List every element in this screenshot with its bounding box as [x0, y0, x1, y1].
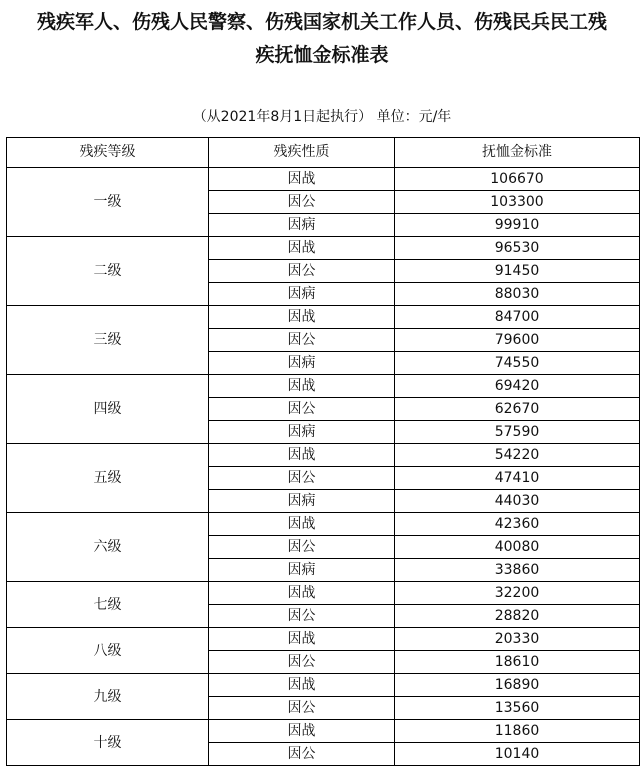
pension-amount-cell: 57590: [395, 421, 640, 444]
disability-level-cell: 六级: [7, 513, 209, 582]
disability-nature-cell: 因病: [209, 214, 395, 237]
pension-amount-cell: 44030: [395, 490, 640, 513]
disability-nature-cell: 因病: [209, 559, 395, 582]
table-body: [7, 168, 640, 766]
pension-amount-cell: 18610: [395, 651, 640, 674]
effective-date-and-unit: （从2021年8月1日起执行） 单位：元/年: [192, 109, 452, 125]
disability-nature-cell: 因公: [209, 697, 395, 720]
disability-nature-cell: 因公: [209, 743, 395, 766]
table-row: [7, 674, 640, 697]
disability-nature-cell: 因战: [209, 582, 395, 605]
table-row: [7, 237, 640, 260]
header-disability-nature: 残疾性质: [209, 138, 395, 168]
disability-nature-cell: 因公: [209, 651, 395, 674]
pension-amount-cell: 40080: [395, 536, 640, 559]
pension-amount-cell: 99910: [395, 214, 640, 237]
disability-nature-cell: 因战: [209, 306, 395, 329]
pension-amount-cell: 20330: [395, 628, 640, 651]
disability-nature-cell: 因战: [209, 375, 395, 398]
disability-nature-cell: 因公: [209, 605, 395, 628]
pension-amount-cell: 28820: [395, 605, 640, 628]
disability-level-cell: 八级: [7, 628, 209, 674]
disability-nature-cell: 因公: [209, 398, 395, 421]
title-line-1: 残疾军人、伤残人民警察、伤残国家机关工作人员、伤残民兵民工残: [36, 11, 607, 33]
pension-amount-cell: 84700: [395, 306, 640, 329]
table-row: [7, 582, 640, 605]
pension-amount-cell: 74550: [395, 352, 640, 375]
pension-amount-cell: 88030: [395, 283, 640, 306]
disability-nature-cell: 因战: [209, 628, 395, 651]
table-row: [7, 720, 640, 743]
disability-nature-cell: 因公: [209, 467, 395, 490]
disability-nature-cell: 因战: [209, 513, 395, 536]
disability-nature-cell: 因公: [209, 191, 395, 214]
disability-level-cell: 九级: [7, 674, 209, 720]
pension-amount-cell: 13560: [395, 697, 640, 720]
table-row: [7, 168, 640, 191]
table-row: [7, 628, 640, 651]
disability-nature-cell: 因战: [209, 237, 395, 260]
pension-amount-cell: 32200: [395, 582, 640, 605]
disability-nature-cell: 因公: [209, 260, 395, 283]
title-line-2: 疾抚恤金标准表: [255, 44, 389, 66]
disability-nature-cell: 因战: [209, 444, 395, 467]
disability-level-cell: 三级: [7, 306, 209, 375]
pension-amount-cell: 47410: [395, 467, 640, 490]
disability-nature-cell: 因战: [209, 720, 395, 743]
disability-nature-cell: 因病: [209, 490, 395, 513]
pension-amount-cell: 69420: [395, 375, 640, 398]
table-row: [7, 306, 640, 329]
pension-amount-cell: 106670: [395, 168, 640, 191]
disability-level-cell: 一级: [7, 168, 209, 237]
disability-level-cell: 十级: [7, 720, 209, 766]
disability-level-cell: 二级: [7, 237, 209, 306]
pension-amount-cell: 42360: [395, 513, 640, 536]
table-row: [7, 513, 640, 536]
disability-nature-cell: 因病: [209, 283, 395, 306]
pension-standard-table: [6, 137, 640, 766]
pension-amount-cell: 96530: [395, 237, 640, 260]
table-row: [7, 444, 640, 467]
pension-amount-cell: 11860: [395, 720, 640, 743]
disability-nature-cell: 因战: [209, 168, 395, 191]
table-header-row: [7, 138, 640, 168]
pension-amount-cell: 79600: [395, 329, 640, 352]
pension-amount-cell: 33860: [395, 559, 640, 582]
disability-level-cell: 五级: [7, 444, 209, 513]
table-row: [7, 375, 640, 398]
pension-amount-cell: 16890: [395, 674, 640, 697]
pension-amount-cell: 62670: [395, 398, 640, 421]
disability-nature-cell: 因病: [209, 421, 395, 444]
page-title: [0, 6, 644, 72]
pension-amount-cell: 54220: [395, 444, 640, 467]
disability-nature-cell: 因病: [209, 352, 395, 375]
header-pension-standard: 抚恤金标准: [395, 138, 640, 168]
disability-nature-cell: 因战: [209, 674, 395, 697]
header-disability-level: 残疾等级: [7, 138, 209, 168]
disability-nature-cell: 因公: [209, 536, 395, 559]
disability-level-cell: 七级: [7, 582, 209, 628]
disability-level-cell: 四级: [7, 375, 209, 444]
disability-nature-cell: 因公: [209, 329, 395, 352]
pension-amount-cell: 10140: [395, 743, 640, 766]
pension-amount-cell: 91450: [395, 260, 640, 283]
pension-amount-cell: 103300: [395, 191, 640, 214]
